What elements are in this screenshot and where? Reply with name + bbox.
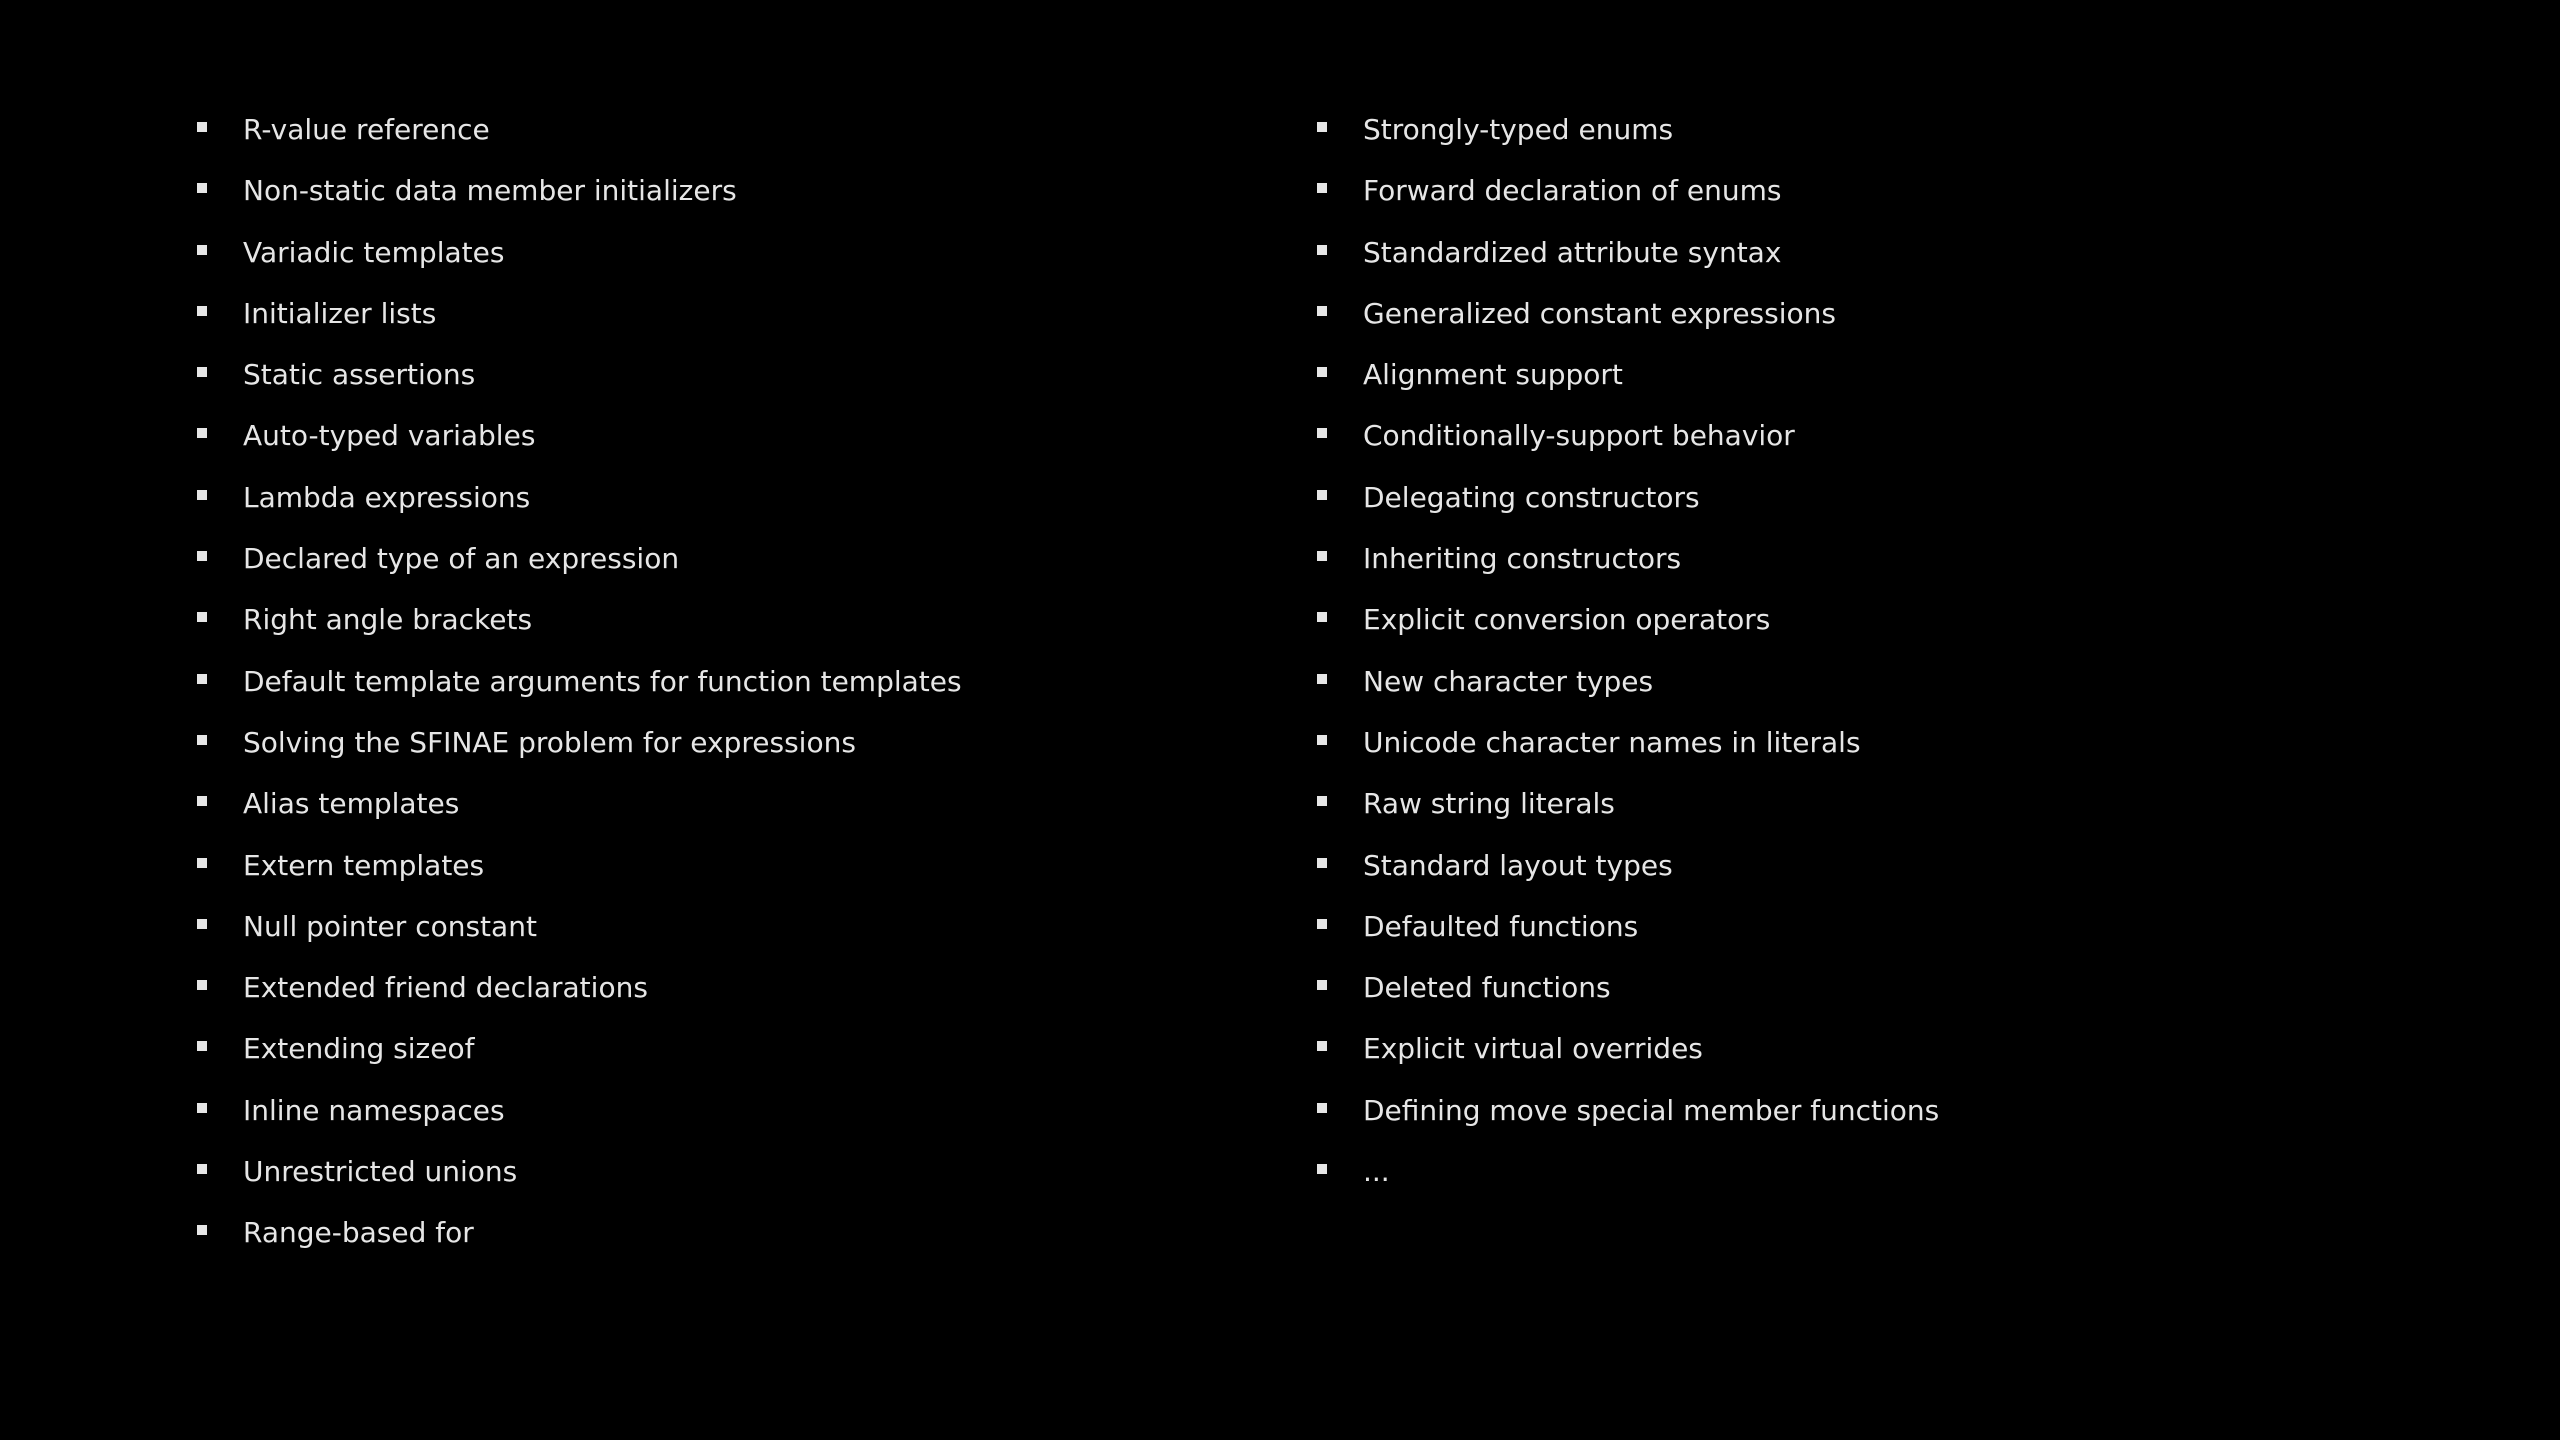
square-bullet-icon xyxy=(1317,490,1327,500)
square-bullet-icon xyxy=(197,919,207,929)
list-item-label: R-value reference xyxy=(243,113,490,146)
square-bullet-icon xyxy=(1317,735,1327,745)
square-bullet-icon xyxy=(1317,858,1327,868)
list-item-label: Declared type of an expression xyxy=(243,542,680,576)
list-item-label: Deleted functions xyxy=(1363,971,1611,1005)
square-bullet-icon xyxy=(197,858,207,868)
square-bullet-icon xyxy=(1317,183,1327,193)
list-item-label: Inline namespaces xyxy=(243,1093,505,1127)
square-bullet-icon xyxy=(1317,306,1327,316)
square-bullet-icon xyxy=(1317,245,1327,255)
list-item-label: Raw string literals xyxy=(1363,787,1615,821)
list-item xyxy=(193,1216,1193,1294)
list-item-label: Generalized constant expressions xyxy=(1363,296,1836,330)
list-item-label: Default template arguments for function templates xyxy=(243,664,962,698)
square-bullet-icon xyxy=(197,1225,207,1235)
square-bullet-icon xyxy=(197,122,207,132)
list-item-label: Explicit virtual overrides xyxy=(1363,1032,1703,1066)
list-item-label: Auto-typed variables xyxy=(243,419,536,453)
list-item-label: Alias templates xyxy=(243,787,460,821)
square-bullet-icon xyxy=(197,1164,207,1174)
list-item-label: Variadic templates xyxy=(243,235,505,269)
square-bullet-icon xyxy=(1317,796,1327,806)
square-bullet-icon xyxy=(197,674,207,684)
left-feature-list xyxy=(193,113,1193,1295)
right-feature-list xyxy=(1313,113,2313,1233)
list-item-label: Conditionally-support behavior xyxy=(1363,419,1795,453)
list-item-label: Lambda expressions xyxy=(243,480,531,514)
square-bullet-icon xyxy=(197,367,207,377)
list-item-label: Right angle brackets xyxy=(243,603,533,637)
square-bullet-icon xyxy=(1317,919,1327,929)
list-item-label: Defining move special member functions xyxy=(1363,1093,1940,1127)
square-bullet-icon xyxy=(197,612,207,622)
square-bullet-icon xyxy=(197,796,207,806)
list-item-label: Explicit conversion operators xyxy=(1363,603,1771,637)
square-bullet-icon xyxy=(1317,1164,1327,1174)
square-bullet-icon xyxy=(197,735,207,745)
list-item-label: Solving the SFINAE problem for expressions xyxy=(243,725,856,759)
square-bullet-icon xyxy=(1317,980,1327,990)
list-item-label: Initializer lists xyxy=(243,296,437,330)
square-bullet-icon xyxy=(197,490,207,500)
square-bullet-icon xyxy=(197,428,207,438)
square-bullet-icon xyxy=(1317,674,1327,684)
list-item-label: Unrestricted unions xyxy=(243,1155,518,1189)
list-item-label: Range-based for xyxy=(243,1216,474,1250)
list-item-label: Standardized attribute syntax xyxy=(1363,235,1782,269)
list-item-label: Defaulted functions xyxy=(1363,909,1639,943)
list-item-label: New character types xyxy=(1363,664,1654,698)
list-item-label: Delegating constructors xyxy=(1363,480,1700,514)
square-bullet-icon xyxy=(1317,1103,1327,1113)
square-bullet-icon xyxy=(197,551,207,561)
list-item-label: Static assertions xyxy=(243,358,476,392)
square-bullet-icon xyxy=(197,1103,207,1113)
list-item-label: Inheriting constructors xyxy=(1363,542,1682,576)
list-item-label: Extending sizeof xyxy=(243,1032,475,1066)
square-bullet-icon xyxy=(197,245,207,255)
square-bullet-icon xyxy=(197,1041,207,1051)
square-bullet-icon xyxy=(1317,612,1327,622)
square-bullet-icon xyxy=(1317,122,1327,132)
list-item xyxy=(1313,1155,2313,1233)
list-item-label: Extern templates xyxy=(243,848,485,882)
square-bullet-icon xyxy=(1317,551,1327,561)
list-item-label: Null pointer constant xyxy=(243,909,537,943)
square-bullet-icon xyxy=(1317,367,1327,377)
square-bullet-icon xyxy=(197,183,207,193)
list-item-label: Extended friend declarations xyxy=(243,971,648,1005)
list-item-label: Strongly-typed enums xyxy=(1363,113,1674,146)
list-item-label: Forward declaration of enums xyxy=(1363,174,1782,208)
list-item-label: Unicode character names in literals xyxy=(1363,725,1861,759)
square-bullet-icon xyxy=(1317,428,1327,438)
list-item-label: Non-static data member initializers xyxy=(243,174,737,208)
list-item xyxy=(1313,1093,2313,1172)
square-bullet-icon xyxy=(1317,1041,1327,1051)
list-item-label: Alignment support xyxy=(1363,358,1623,392)
list-item-label: Standard layout types xyxy=(1363,848,1673,882)
list-item-label: ... xyxy=(1363,1155,1390,1189)
square-bullet-icon xyxy=(197,980,207,990)
square-bullet-icon xyxy=(197,306,207,316)
